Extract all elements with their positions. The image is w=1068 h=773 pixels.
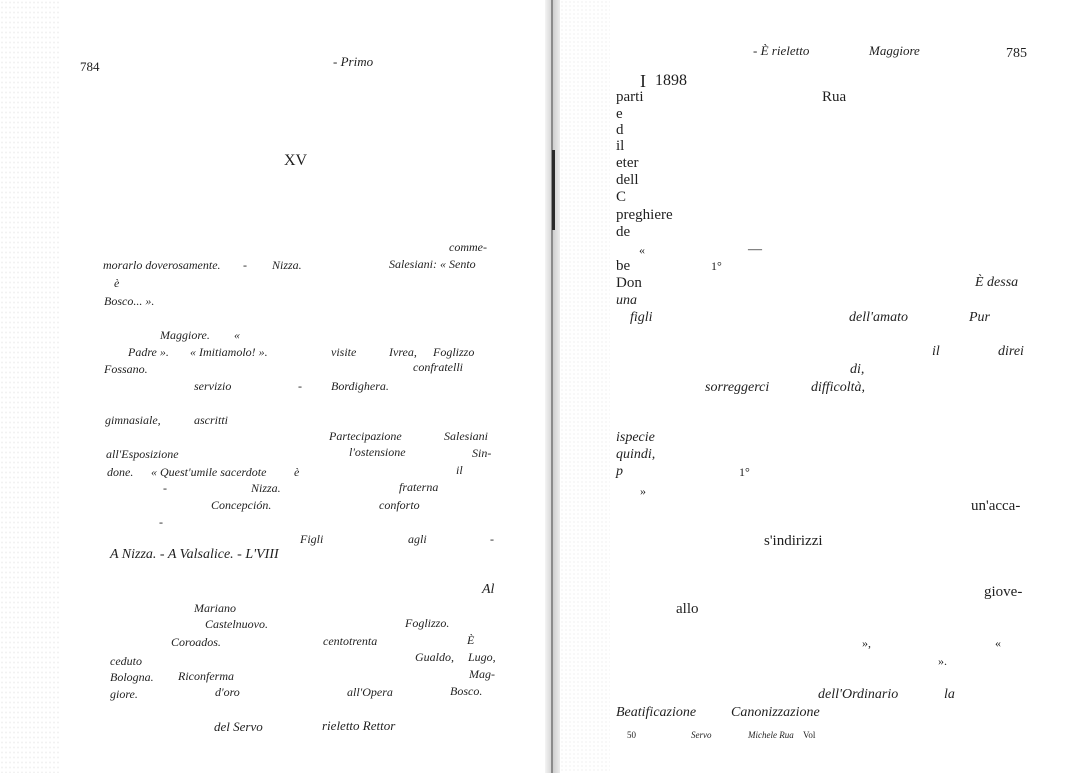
text-fragment: Figli: [300, 532, 324, 546]
text-fragment: la: [944, 687, 955, 702]
text-fragment: I: [640, 71, 646, 91]
text-fragment: l'ostensione: [349, 445, 406, 459]
text-fragment: agli: [408, 532, 427, 546]
text-fragment: È: [467, 633, 475, 647]
text-fragment: figli: [630, 310, 653, 325]
section-subheading: A Nizza. - A Valsalice. - L'VIII: [110, 547, 279, 562]
text-fragment: è: [114, 276, 120, 290]
text-fragment: parti: [616, 89, 644, 105]
text-fragment: de: [616, 224, 631, 240]
text-fragment: «: [995, 636, 1001, 650]
text-fragment: -: [490, 532, 494, 546]
footnote-signature: 50: [627, 730, 636, 740]
text-fragment: «: [639, 243, 645, 257]
text-fragment: Bologna.: [110, 670, 154, 684]
text-fragment: è: [294, 465, 300, 479]
text-fragment: dell'amato: [849, 310, 908, 325]
text-fragment: Concepción.: [211, 498, 272, 512]
text-fragment: del Servo: [214, 719, 263, 734]
text-fragment: giove-: [984, 584, 1023, 600]
text-fragment: s'indirizzi: [764, 533, 823, 549]
text-fragment: e: [616, 106, 623, 122]
text-fragment: Lugo,: [468, 650, 496, 664]
text-fragment: Mag-: [469, 667, 495, 681]
text-fragment: Al: [482, 582, 495, 597]
text-fragment: -: [163, 481, 167, 495]
text-fragment: Ivrea,: [389, 345, 417, 359]
text-fragment: Sin-: [472, 446, 492, 460]
text-fragment: Nizza.: [272, 258, 302, 272]
text-fragment: il: [456, 463, 463, 477]
right-page: [560, 0, 1068, 773]
text-fragment: fraterna: [399, 480, 439, 494]
text-fragment: Bosco... ».: [104, 294, 155, 308]
text-fragment: gimnasiale,: [105, 413, 161, 427]
text-fragment: Coroados.: [171, 635, 221, 649]
footnote-signature: Vol: [803, 730, 816, 740]
text-fragment: done.: [107, 465, 134, 479]
text-fragment: «: [234, 328, 240, 342]
gutter-fold-line: [551, 0, 553, 773]
text-fragment: sorreggerci: [705, 380, 770, 395]
running-head: - È rieletto: [753, 43, 810, 58]
text-fragment: all'Esposizione: [106, 447, 179, 461]
text-fragment: -: [159, 515, 163, 529]
text-fragment: allo: [676, 601, 699, 617]
text-fragment: rieletto Rettor: [322, 718, 396, 733]
text-fragment: ascritti: [194, 413, 229, 427]
text-fragment: »,: [862, 636, 871, 650]
text-fragment: « Imitiamolo! ».: [190, 345, 268, 359]
text-fragment: ceduto: [110, 654, 142, 668]
text-fragment: Padre ».: [128, 345, 169, 359]
text-fragment: d'oro: [215, 685, 240, 699]
text-fragment: confratelli: [413, 360, 463, 374]
text-fragment: 1898: [655, 72, 687, 89]
text-fragment: Foglizzo.: [405, 616, 450, 630]
scan-noise: [560, 0, 610, 773]
footnote-signature: Michele Rua: [748, 730, 794, 740]
text-fragment: dell: [616, 172, 639, 188]
text-fragment: 1°: [739, 465, 750, 479]
text-fragment: morarlo doverosamente.: [103, 258, 221, 272]
text-fragment: all'Opera: [347, 685, 393, 699]
text-fragment: visite: [331, 345, 357, 359]
text-fragment: C: [616, 189, 627, 205]
text-fragment: 1°: [711, 259, 722, 273]
text-fragment: -: [243, 258, 247, 272]
text-fragment: Riconferma: [178, 669, 234, 683]
gutter-shadow-bar: [552, 150, 555, 230]
text-fragment: Foglizzo: [433, 345, 475, 359]
text-fragment: Don: [616, 275, 642, 291]
text-fragment: p: [616, 464, 623, 479]
text-fragment: -: [298, 379, 302, 393]
text-fragment: il: [932, 344, 940, 359]
text-fragment: Rua: [822, 89, 847, 105]
text-fragment: Fossano.: [104, 362, 148, 376]
running-head: - Primo: [333, 54, 374, 69]
text-fragment: be: [616, 258, 631, 274]
text-fragment: ».: [938, 654, 947, 668]
text-fragment: Salesiani: [444, 429, 488, 443]
page-number: 784: [80, 59, 100, 74]
text-fragment: giore.: [110, 687, 138, 701]
text-fragment: Canonizzazione: [731, 705, 820, 720]
text-fragment: servizio: [194, 379, 232, 393]
text-fragment: centotrenta: [323, 634, 378, 648]
text-fragment: preghiere: [616, 207, 673, 223]
text-fragment: ispecie: [616, 430, 655, 445]
text-fragment: « Quest'umile sacerdote: [151, 465, 267, 479]
running-head: Maggiore: [869, 43, 920, 58]
text-fragment: eter: [616, 155, 639, 171]
text-fragment: quindi,: [616, 447, 656, 462]
text-fragment: Partecipazione: [329, 429, 402, 443]
text-fragment: una: [616, 293, 637, 308]
text-fragment: dell'Ordinario: [818, 687, 899, 702]
scan-noise: [0, 0, 60, 773]
text-fragment: direi: [998, 344, 1024, 359]
text-fragment: Bosco.: [450, 684, 483, 698]
page-number: 785: [1006, 46, 1027, 61]
text-fragment: Gualdo,: [415, 650, 454, 664]
text-fragment: comme-: [449, 240, 487, 254]
text-fragment: il: [616, 138, 625, 154]
chapter-numeral: XV: [284, 152, 308, 169]
text-fragment: Bordighera.: [331, 379, 389, 393]
text-fragment: »: [640, 484, 646, 498]
text-fragment: conforto: [379, 498, 420, 512]
text-fragment: Pur: [969, 310, 990, 325]
text-fragment: È dessa: [975, 275, 1019, 290]
text-fragment: d: [616, 122, 624, 138]
text-fragment: Nizza.: [251, 481, 281, 495]
text-fragment: Castelnuovo.: [205, 617, 268, 631]
text-fragment: Salesiani: « Sento: [389, 257, 476, 271]
text-fragment: —: [748, 242, 762, 257]
text-fragment: Mariano: [194, 601, 236, 615]
text-fragment: un'acca-: [971, 498, 1021, 514]
text-fragment: Beatificazione: [616, 705, 697, 720]
footnote-signature: Servo: [691, 730, 712, 740]
text-fragment: di,: [850, 362, 865, 377]
text-fragment: Maggiore.: [160, 328, 210, 342]
text-fragment: difficoltà,: [811, 380, 866, 395]
